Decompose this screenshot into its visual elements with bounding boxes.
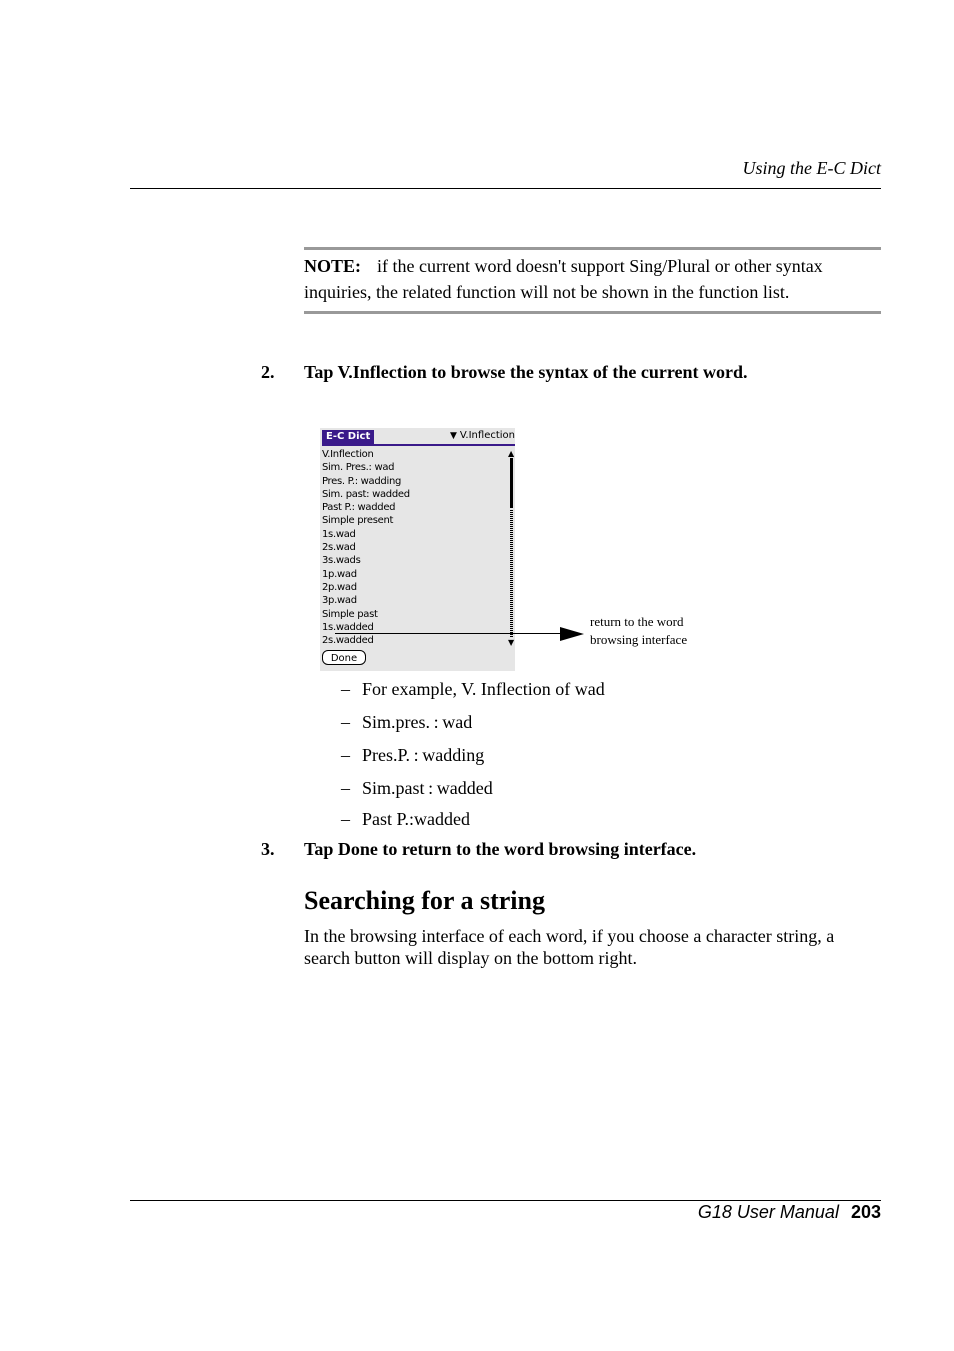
running-header: Using the E-C Dict xyxy=(742,158,881,178)
list-item: Simple present xyxy=(322,515,394,527)
note-text: if the current word doesn't support Sing/Plural or other syntax inquiries, the related function will not be shown in the function list. xyxy=(304,256,823,302)
bullet-item: – Sim.past : wadded xyxy=(341,778,493,798)
list-item: 2s.wad xyxy=(322,542,356,554)
list-item: 1p.wad xyxy=(322,568,357,580)
note-box xyxy=(304,247,881,314)
app-title: E-C Dict xyxy=(322,430,374,444)
list-item: 3p.wad xyxy=(322,595,357,607)
device-screenshot xyxy=(320,428,515,671)
function-picker[interactable] xyxy=(450,430,515,442)
list-item: 1s.wad xyxy=(322,528,356,540)
scroll-down-icon[interactable]: ▼ xyxy=(508,638,515,647)
bullet-text: Pres.P. : wadding xyxy=(362,745,485,765)
list-item: Sim. past: wadded xyxy=(322,488,410,500)
step-number: 3. xyxy=(261,839,275,859)
arrow-right-icon xyxy=(560,627,584,641)
callout-line-1: return to the word xyxy=(590,614,684,629)
scroll-track[interactable] xyxy=(510,510,513,638)
scroll-up-icon[interactable]: ▲ xyxy=(508,449,515,458)
section-paragraph: In the browsing interface of each word, if you choose a character string, a search button will display on the bottom right. xyxy=(304,926,835,968)
list-item: 1s.wadded xyxy=(322,621,374,633)
bullet-item: – Past P.:wadded xyxy=(341,809,470,829)
step-number: 2. xyxy=(261,362,275,382)
done-button[interactable]: Done xyxy=(322,650,366,665)
bullet-item: – Sim.pres. : wad xyxy=(341,712,473,732)
footer-rule xyxy=(130,1200,881,1201)
list-item: 3s.wads xyxy=(322,555,361,567)
bullet-text: Sim.past : wadded xyxy=(362,778,493,798)
page-number: 203 xyxy=(850,1202,881,1222)
scrollbar[interactable] xyxy=(508,450,514,648)
scroll-thumb[interactable] xyxy=(510,458,513,508)
header-rule xyxy=(130,188,881,189)
note-label: NOTE: xyxy=(304,256,362,276)
list-item: Past P.: wadded xyxy=(322,502,396,514)
bullet-item: – For example, V. Inflection of wad xyxy=(341,679,605,699)
step-text: Tap Done to return to the word browsing interface. xyxy=(304,839,697,859)
footer xyxy=(698,1202,881,1223)
inflection-list xyxy=(322,448,410,647)
callout-arrow-line xyxy=(335,633,565,634)
list-item: Sim. Pres.: wad xyxy=(322,462,395,474)
list-item: 2s.wadded xyxy=(322,635,374,647)
app-titlebar xyxy=(322,430,515,446)
footer-title: G18 User Manual xyxy=(697,1202,839,1222)
bullet-text: Past P.:wadded xyxy=(362,809,470,829)
bullet-item: – Pres.P. : wadding xyxy=(341,745,485,765)
list-item: 2p.wad xyxy=(322,581,357,593)
list-item: Pres. P.: wadding xyxy=(322,475,402,487)
callout-text xyxy=(590,613,687,649)
bullet-text: Sim.pres. : wad xyxy=(362,712,473,732)
callout-line-2: browsing interface xyxy=(590,632,688,647)
step-text: Tap V.Inflection to browse the syntax of the current word. xyxy=(304,362,748,382)
picker-label: V.Inflection xyxy=(459,430,515,441)
list-item: Simple past xyxy=(322,608,378,620)
bullet-text: For example, V. Inflection of wad xyxy=(362,679,605,699)
list-item: V.Inflection xyxy=(322,449,374,460)
section-heading: Searching for a string xyxy=(304,886,545,915)
dropdown-triangle-icon: ▼ xyxy=(449,431,457,441)
